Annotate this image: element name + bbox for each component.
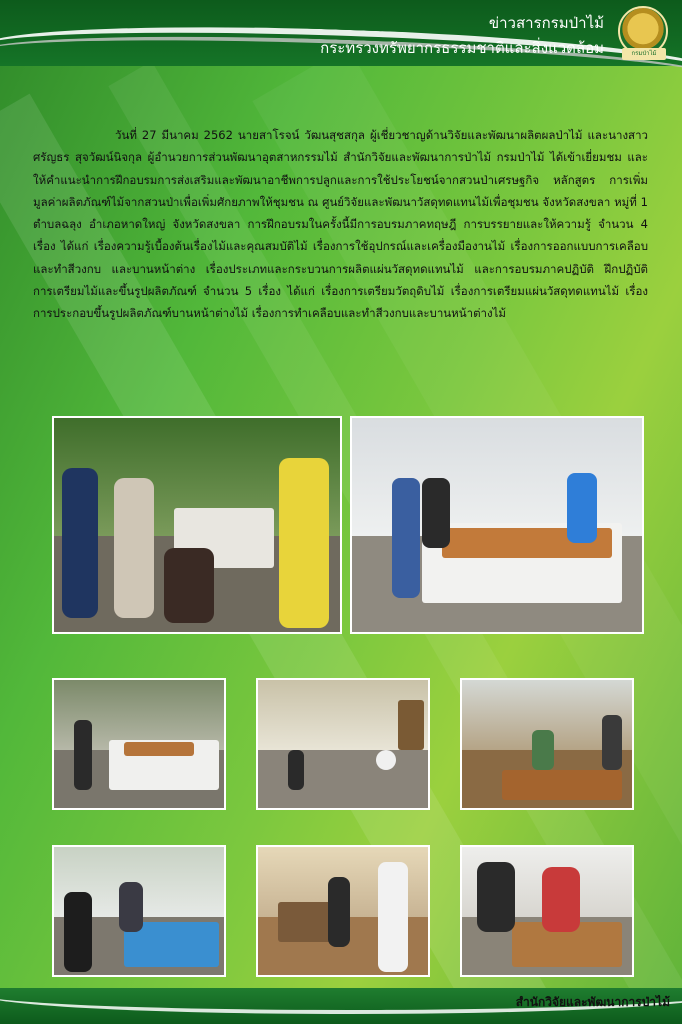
photo-1: [52, 416, 342, 634]
photo-6: [52, 845, 226, 977]
photo-8: [460, 845, 634, 977]
header-subtitle: กระทรวงทรัพยากรธรรมชาติและสิ่งแวดล้อม: [320, 39, 604, 57]
article-text: วันที่ 27 มีนาคม 2562 นายสาโรจน์ วัฒนสุชสกุล ผู้เชี่ยวชาญด้านวิจัยและพัฒนาผลิตผลป่าไม้ และนางสาวศรัญธร สุจวัฒน์นิจกุล ผู้อำนวยการส่วนพัฒนาอุตสาหกรรมไม้ สำนักวิจัยและพัฒนาการป่าไม้ กรมป่าไม้ ได้เข้าเยี่ยมชม และให้คำแนะนำการฝึกอบรมการส่งเสริมและพัฒนาอาชีพการปลูกและการใช้ประโยชน์จากสวนป่าเศรษฐกิจ หลักสูตร การเพิ่มมูลค่าผลิตภัณฑ์ไม้จากสวนป่าเพื่อเพิ่มศักยภาพให้ชุมชน ณ ศูนย์วิจัยและพัฒนาวัสดุทดแทนไม้เพื่อชุมชน จังหวัดสงขลา หมู่ที่ 1 ตำบลฉลุง อำเภอหาดใหญ่ จังหวัดสงขลา การฝึกอบรมในครั้งนี้มีการอบรมภาคทฤษฎี การบรรยายและให้ความรู้ จำนวน 4 เรื่อง ได้แก่ เรื่องความรู้เบื้องต้นเรื่องไม้และคุณสมบัติไม้ เรื่องการใช้อุปกรณ์และเครื่องมืองานไม้ เรื่องการออกแบบการเคลือบและทำสีวงกบ และบานหน้าต่าง เรื่องประเภทและกระบวนการผลิตแผ่นวัสดุทดแทนไม้ และการอบรมภาคปฏิบัติ ฝึกปฏิบัติการเตรียมไม้และขึ้นรูปผลิตภัณฑ์ จำนวน 5 เรื่อง ได้แก่ เรื่องการเตรียมวัตถุดิบไม้ เรื่องการเตรียมแผ่นวัสดุทดแทนไม้ เรื่องการประกอบขึ้นรูปผลิตภัณฑ์บานหน้าต่างไม้ เรื่องการทำเคลือบและทำสีวงกบและบานหน้าต่างไม้: [33, 128, 648, 321]
photo-2: [350, 416, 644, 634]
photo-5: [460, 678, 634, 810]
logo-caption: กรมป่าไม้: [622, 48, 666, 60]
photo-7: [256, 845, 430, 977]
footer-org-name: สำนักวิจัยและพัฒนาการป่าไม้: [515, 995, 670, 1009]
header-title: ข่าวสารกรมป่าไม้: [488, 14, 604, 32]
photo-4: [256, 678, 430, 810]
photo-3: [52, 678, 226, 810]
